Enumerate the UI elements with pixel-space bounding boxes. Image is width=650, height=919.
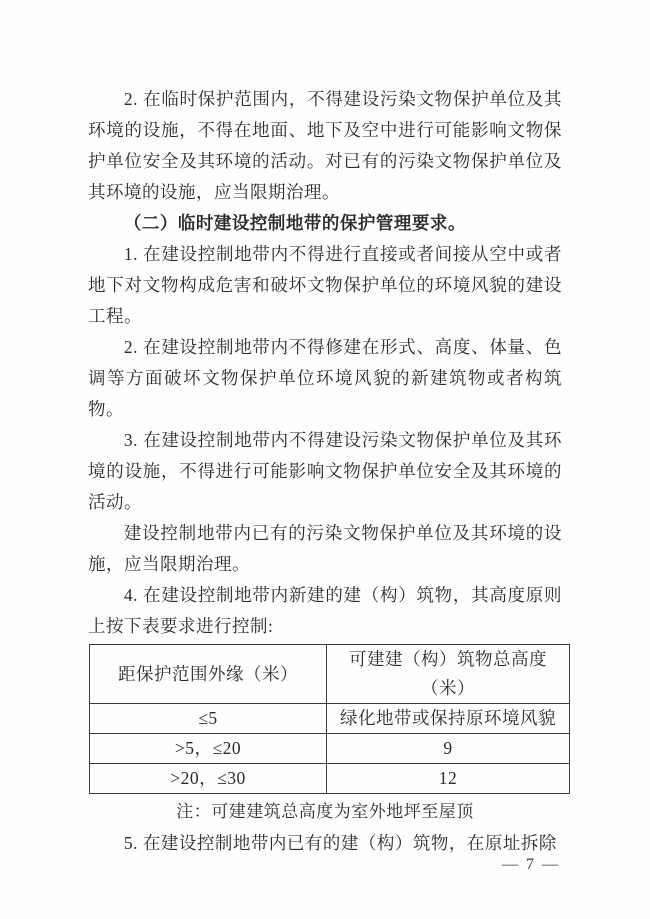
paragraph-control-zone-3: 3. 在建设控制地带内不得建设污染文物保护单位及其环境的设施，不得进行可能影响文物保护单位安全及其环境的活动。	[88, 430, 562, 512]
table-cell-height: 绿化地带或保持原环境风貌	[327, 704, 570, 734]
page-number: — 7 —	[502, 856, 560, 873]
table-header-distance: 距保护范围外缘（米）	[90, 645, 327, 704]
table-cell-height: 12	[327, 764, 570, 794]
height-control-table	[89, 644, 570, 794]
paragraph-control-zone-2: 2. 在建设控制地带内不得修建在形式、高度、体量、色调等方面破坏文物保护单位环境风貌的新建筑物或者构筑物。	[88, 337, 562, 419]
section-heading-temp-control-zone: （二）临时建设控制地带的保护管理要求。	[123, 213, 466, 233]
paragraph-temp-protection-2: 2. 在临时保护范围内，不得建设污染文物保护单位及其环境的设施，不得在地面、地下及空中进行可能影响文物保护单位安全及其环境的活动。对已有的污染文物保护单位及其环境的设施，应当限期治理。	[88, 89, 562, 202]
table-cell-height: 9	[327, 734, 570, 764]
paragraph-control-zone-4: 4. 在建设控制地带内新建的建（构）筑物，其高度原则上按下表要求进行控制:	[88, 585, 562, 636]
table-cell-distance: ≤5	[90, 704, 327, 734]
paragraph-control-zone-1: 1. 在建设控制地带内不得进行直接或者间接从空中或者地下对文物构成危害和破坏文物保护单位的环境风貌的建设工程。	[88, 244, 562, 326]
table-cell-distance: >20，≤30	[90, 764, 327, 794]
table-header-max-height: 可建建（构）筑物总高度（米）	[327, 645, 570, 704]
table-note: 注：可建建筑总高度为室外地坪至屋顶	[176, 802, 474, 821]
table-header-row	[90, 645, 570, 704]
paragraph-control-zone-5: 5. 在建设控制地带内已有的建（构）筑物，在原址拆除	[123, 833, 557, 853]
paragraph-existing-facilities: 建设控制地带内已有的污染文物保护单位及其环境的设施，应当限期治理。	[88, 523, 562, 574]
table-row	[90, 704, 570, 734]
document-body	[88, 84, 562, 859]
table-row	[90, 764, 570, 794]
table-row	[90, 734, 570, 764]
table-cell-distance: >5，≤20	[90, 734, 327, 764]
